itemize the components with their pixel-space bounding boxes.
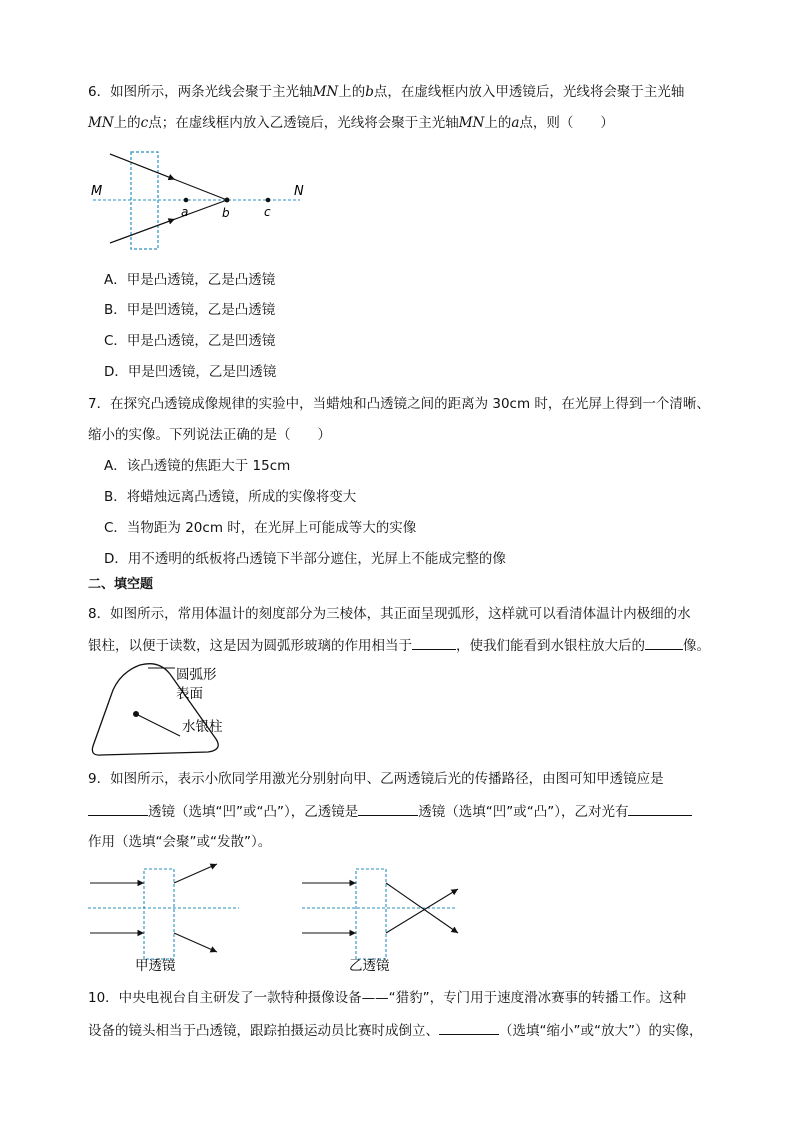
q8-line2: 银柱，以便于读数，这是因为圆弧形玻璃的作用相当于 ，使我们能看到水银柱放大后的 像。	[88, 638, 710, 654]
point-a	[184, 198, 189, 203]
q9-line3: 作用（选填“会聚”或“发散”）。	[88, 834, 272, 850]
lens-jia-frame	[144, 869, 174, 959]
label-c: c	[264, 205, 271, 219]
q7-option-b: B．将蜡烛远离凸透镜，所成的实像将变大	[104, 489, 357, 505]
q6-line2: MN上的c点；在虚线框内放入乙透镜后，光线将会聚于主光轴MN上的a点，则（ ）	[88, 115, 614, 131]
label-mercury: 水银柱	[182, 719, 223, 735]
label-jia: 甲透镜	[135, 958, 176, 974]
q9-lens-figure	[85, 862, 485, 977]
point-c	[266, 198, 271, 203]
section-heading: 二、填空题	[88, 577, 154, 592]
ray-jia-out-upper	[174, 864, 217, 883]
q7-option-a: A．该凸透镜的焦距大于 15cm	[104, 458, 291, 474]
lens-yi-frame	[356, 869, 386, 959]
q7-option-c: C．当物距为 20cm 时，在光屏上可能成等大的实像	[104, 520, 417, 536]
label-yi: 乙透镜	[349, 958, 390, 974]
q6-lens-figure	[85, 145, 320, 255]
blank-3[interactable]	[88, 802, 148, 816]
q6-option-a: A．甲是凸透镜，乙是凸透镜	[104, 272, 276, 288]
q6-line1: 6．如图所示，两条光线会聚于主光轴MN上的b点，在虚线框内放入甲透镜后，光线将会聚于主光轴	[88, 84, 685, 100]
label-surface: 表面	[176, 686, 203, 702]
q6-option-b: B．甲是凹透镜，乙是凸透镜	[104, 302, 276, 318]
label-a: a	[181, 205, 189, 219]
q7-line2: 缩小的实像。下列说法正确的是（ ）	[88, 427, 331, 443]
label-N: N	[294, 184, 304, 199]
q6-option-c: C．甲是凸透镜，乙是凹透镜	[104, 333, 276, 349]
q8-line1: 8．如图所示，常用体温计的刻度部分为三棱体，其正面呈现弧形，这样就可以看清体温计内极细的水	[88, 606, 691, 622]
q9-line1: 9．如图所示，表示小欣同学用激光分别射向甲、乙两透镜后光的传播路径，由图可知甲透镜应是	[88, 771, 664, 787]
q9-line2: 透镜（选填“凹”或“凸”），乙透镜是 透镜（选填“凹”或“凸”），乙对光有	[88, 802, 692, 821]
label-M: M	[91, 184, 103, 199]
ray-yi-out-lower	[386, 889, 458, 933]
label-arc-surface: 圆弧形	[176, 667, 217, 683]
mercury-leader	[136, 714, 180, 736]
ray-jia-out-lower	[174, 933, 217, 952]
blank-2[interactable]	[645, 636, 683, 650]
blank-5[interactable]	[628, 802, 692, 816]
q8-thermometer-figure	[85, 660, 270, 760]
q6-option-d: D．甲是凹透镜，乙是凹透镜	[104, 364, 277, 380]
blank-1[interactable]	[412, 636, 456, 650]
q10-line2: 设备的镜头相当于凸透镜，跟踪拍摄运动员比赛时成倒立、 （选填“缩小”或“放大”）的实像，	[88, 1023, 703, 1039]
q7-option-d: D．用不透明的纸板将凸透镜下半部分遮住，光屏上不能成完整的像	[104, 551, 506, 567]
q7-line1: 7．在探究凸透镜成像规律的实验中，当蜡烛和凸透镜之间的距离为 30cm 时，在光屏上得到一个清晰、	[88, 396, 710, 412]
blank-4[interactable]	[358, 802, 418, 816]
label-b: b	[222, 206, 230, 220]
q10-line1: 10．中央电视台自主研发了一款特种摄像设备——“猎豹”，专门用于速度滑冰赛事的转播工作。这种	[88, 990, 687, 1006]
blank-6[interactable]	[439, 1021, 499, 1035]
point-b	[225, 198, 230, 203]
